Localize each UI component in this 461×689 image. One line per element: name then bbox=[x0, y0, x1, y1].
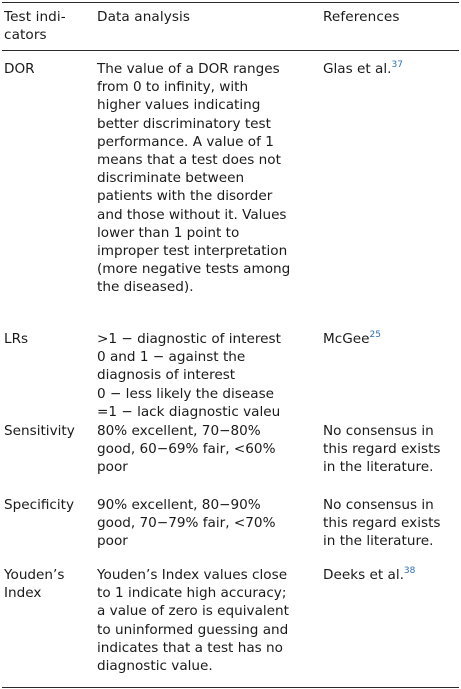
bottom-rule bbox=[2, 687, 459, 688]
data-analysis-cell bbox=[97, 422, 317, 477]
test-indicator-cell bbox=[4, 330, 92, 348]
test-indicator-cell bbox=[4, 422, 92, 440]
data-analysis-cell bbox=[97, 60, 317, 297]
data-analysis-cell-line: 0 − less likely the disease bbox=[97, 385, 275, 402]
data-analysis-cell-line: (more negative tests among bbox=[97, 261, 291, 278]
data-analysis-cell-line: 90% excellent, 80−90% bbox=[97, 497, 261, 513]
header-col1-line: cators bbox=[4, 27, 47, 44]
top-rule bbox=[2, 2, 459, 3]
data-analysis-cell-line: a value of zero is equivalent bbox=[97, 603, 289, 620]
header-col1-line: Test indi- bbox=[4, 9, 66, 25]
data-analysis-cell-line: diagnosis of interest bbox=[97, 367, 236, 384]
data-analysis-cell-line: diagnostic value. bbox=[97, 658, 213, 675]
data-analysis-cell-line: =1 − lack diagnostic valeu bbox=[97, 403, 281, 420]
header-data-analysis: Data analysis bbox=[97, 9, 191, 25]
citation-superscript: 37 bbox=[391, 60, 403, 70]
test-indicator-cell-line: Index bbox=[4, 585, 42, 602]
reference-cell-line: this regard exists bbox=[323, 441, 441, 458]
reference-cell-line: in the literature. bbox=[323, 533, 434, 550]
reference-cell bbox=[323, 496, 459, 551]
data-analysis-cell-line: means that a test does not bbox=[97, 152, 281, 169]
citation-superscript: 25 bbox=[369, 330, 381, 340]
data-analysis-cell-line: to uninformed guessing and bbox=[97, 621, 289, 638]
data-analysis-cell bbox=[97, 330, 317, 421]
test-indicator-cell-line: Youden’s bbox=[4, 567, 65, 583]
data-analysis-cell-line: lower than 1 point to bbox=[97, 224, 240, 241]
reference-cell-line: Deeks et al.$^{38}$ bbox=[323, 566, 416, 583]
data-analysis-cell-line: higher values indicating bbox=[97, 97, 261, 114]
header-test-indicators bbox=[4, 8, 92, 44]
data-analysis-cell-line: good, 70−79% fair, <70% bbox=[97, 515, 276, 532]
data-analysis-cell-line: discriminate between bbox=[97, 170, 245, 187]
data-analysis-cell-line: improper test interpretation bbox=[97, 243, 288, 260]
data-analysis-cell-line: good, 60−69% fair, <60% bbox=[97, 441, 276, 458]
data-analysis-cell-line: 80% excellent, 70−80% bbox=[97, 423, 261, 439]
data-analysis-cell bbox=[97, 496, 317, 551]
data-analysis-cell-line: The value of a DOR ranges bbox=[97, 61, 280, 77]
data-analysis-cell-line: to 1 indicate high accuracy; bbox=[97, 585, 287, 602]
data-analysis-cell-line: poor bbox=[97, 459, 128, 476]
reference-cell bbox=[323, 60, 459, 78]
data-analysis-cell-line: better discriminatory test bbox=[97, 115, 271, 132]
data-analysis-cell-line: >1 − diagnostic of interest bbox=[97, 331, 281, 347]
reference-cell bbox=[323, 330, 459, 348]
data-analysis-cell bbox=[97, 566, 317, 675]
data-analysis-cell-line: and those without it. Values bbox=[97, 206, 287, 223]
header-references: References bbox=[323, 9, 400, 25]
data-analysis-cell-line: from 0 to infinity, with bbox=[97, 79, 249, 96]
test-indicator-cell bbox=[4, 566, 92, 602]
test-indicator-cell-line: Specificity bbox=[4, 497, 75, 513]
reference-cell-line: McGee$^{25}$ bbox=[323, 330, 381, 347]
data-analysis-cell-line: indicates that a test has no bbox=[97, 639, 283, 656]
reference-cell-line: in the literature. bbox=[323, 459, 434, 476]
data-analysis-cell-line: performance. A value of 1 bbox=[97, 133, 274, 150]
data-analysis-cell-line: patients with the disorder bbox=[97, 188, 273, 205]
reference-cell bbox=[323, 566, 459, 584]
header-rule bbox=[2, 50, 459, 51]
citation-superscript: 38 bbox=[403, 566, 416, 576]
reference-cell-line: No consensus in bbox=[323, 423, 434, 439]
test-indicator-cell bbox=[4, 60, 92, 78]
reference-cell-line: Glas et al.$^{37}$ bbox=[323, 60, 403, 77]
test-indicator-cell-line: DOR bbox=[4, 61, 35, 77]
reference-cell-line: this regard exists bbox=[323, 515, 441, 532]
reference-cell-line: No consensus in bbox=[323, 497, 434, 513]
data-analysis-cell-line: poor bbox=[97, 533, 128, 550]
test-indicator-cell bbox=[4, 496, 92, 514]
data-analysis-cell-line: 0 and 1 − against the bbox=[97, 349, 246, 366]
reference-cell bbox=[323, 422, 459, 477]
test-indicator-cell-line: LRs bbox=[4, 331, 29, 347]
data-analysis-cell-line: the diseased). bbox=[97, 279, 194, 296]
data-analysis-cell-line: Youden’s Index values close bbox=[97, 567, 288, 583]
test-indicator-cell-line: Sensitivity bbox=[4, 423, 75, 439]
